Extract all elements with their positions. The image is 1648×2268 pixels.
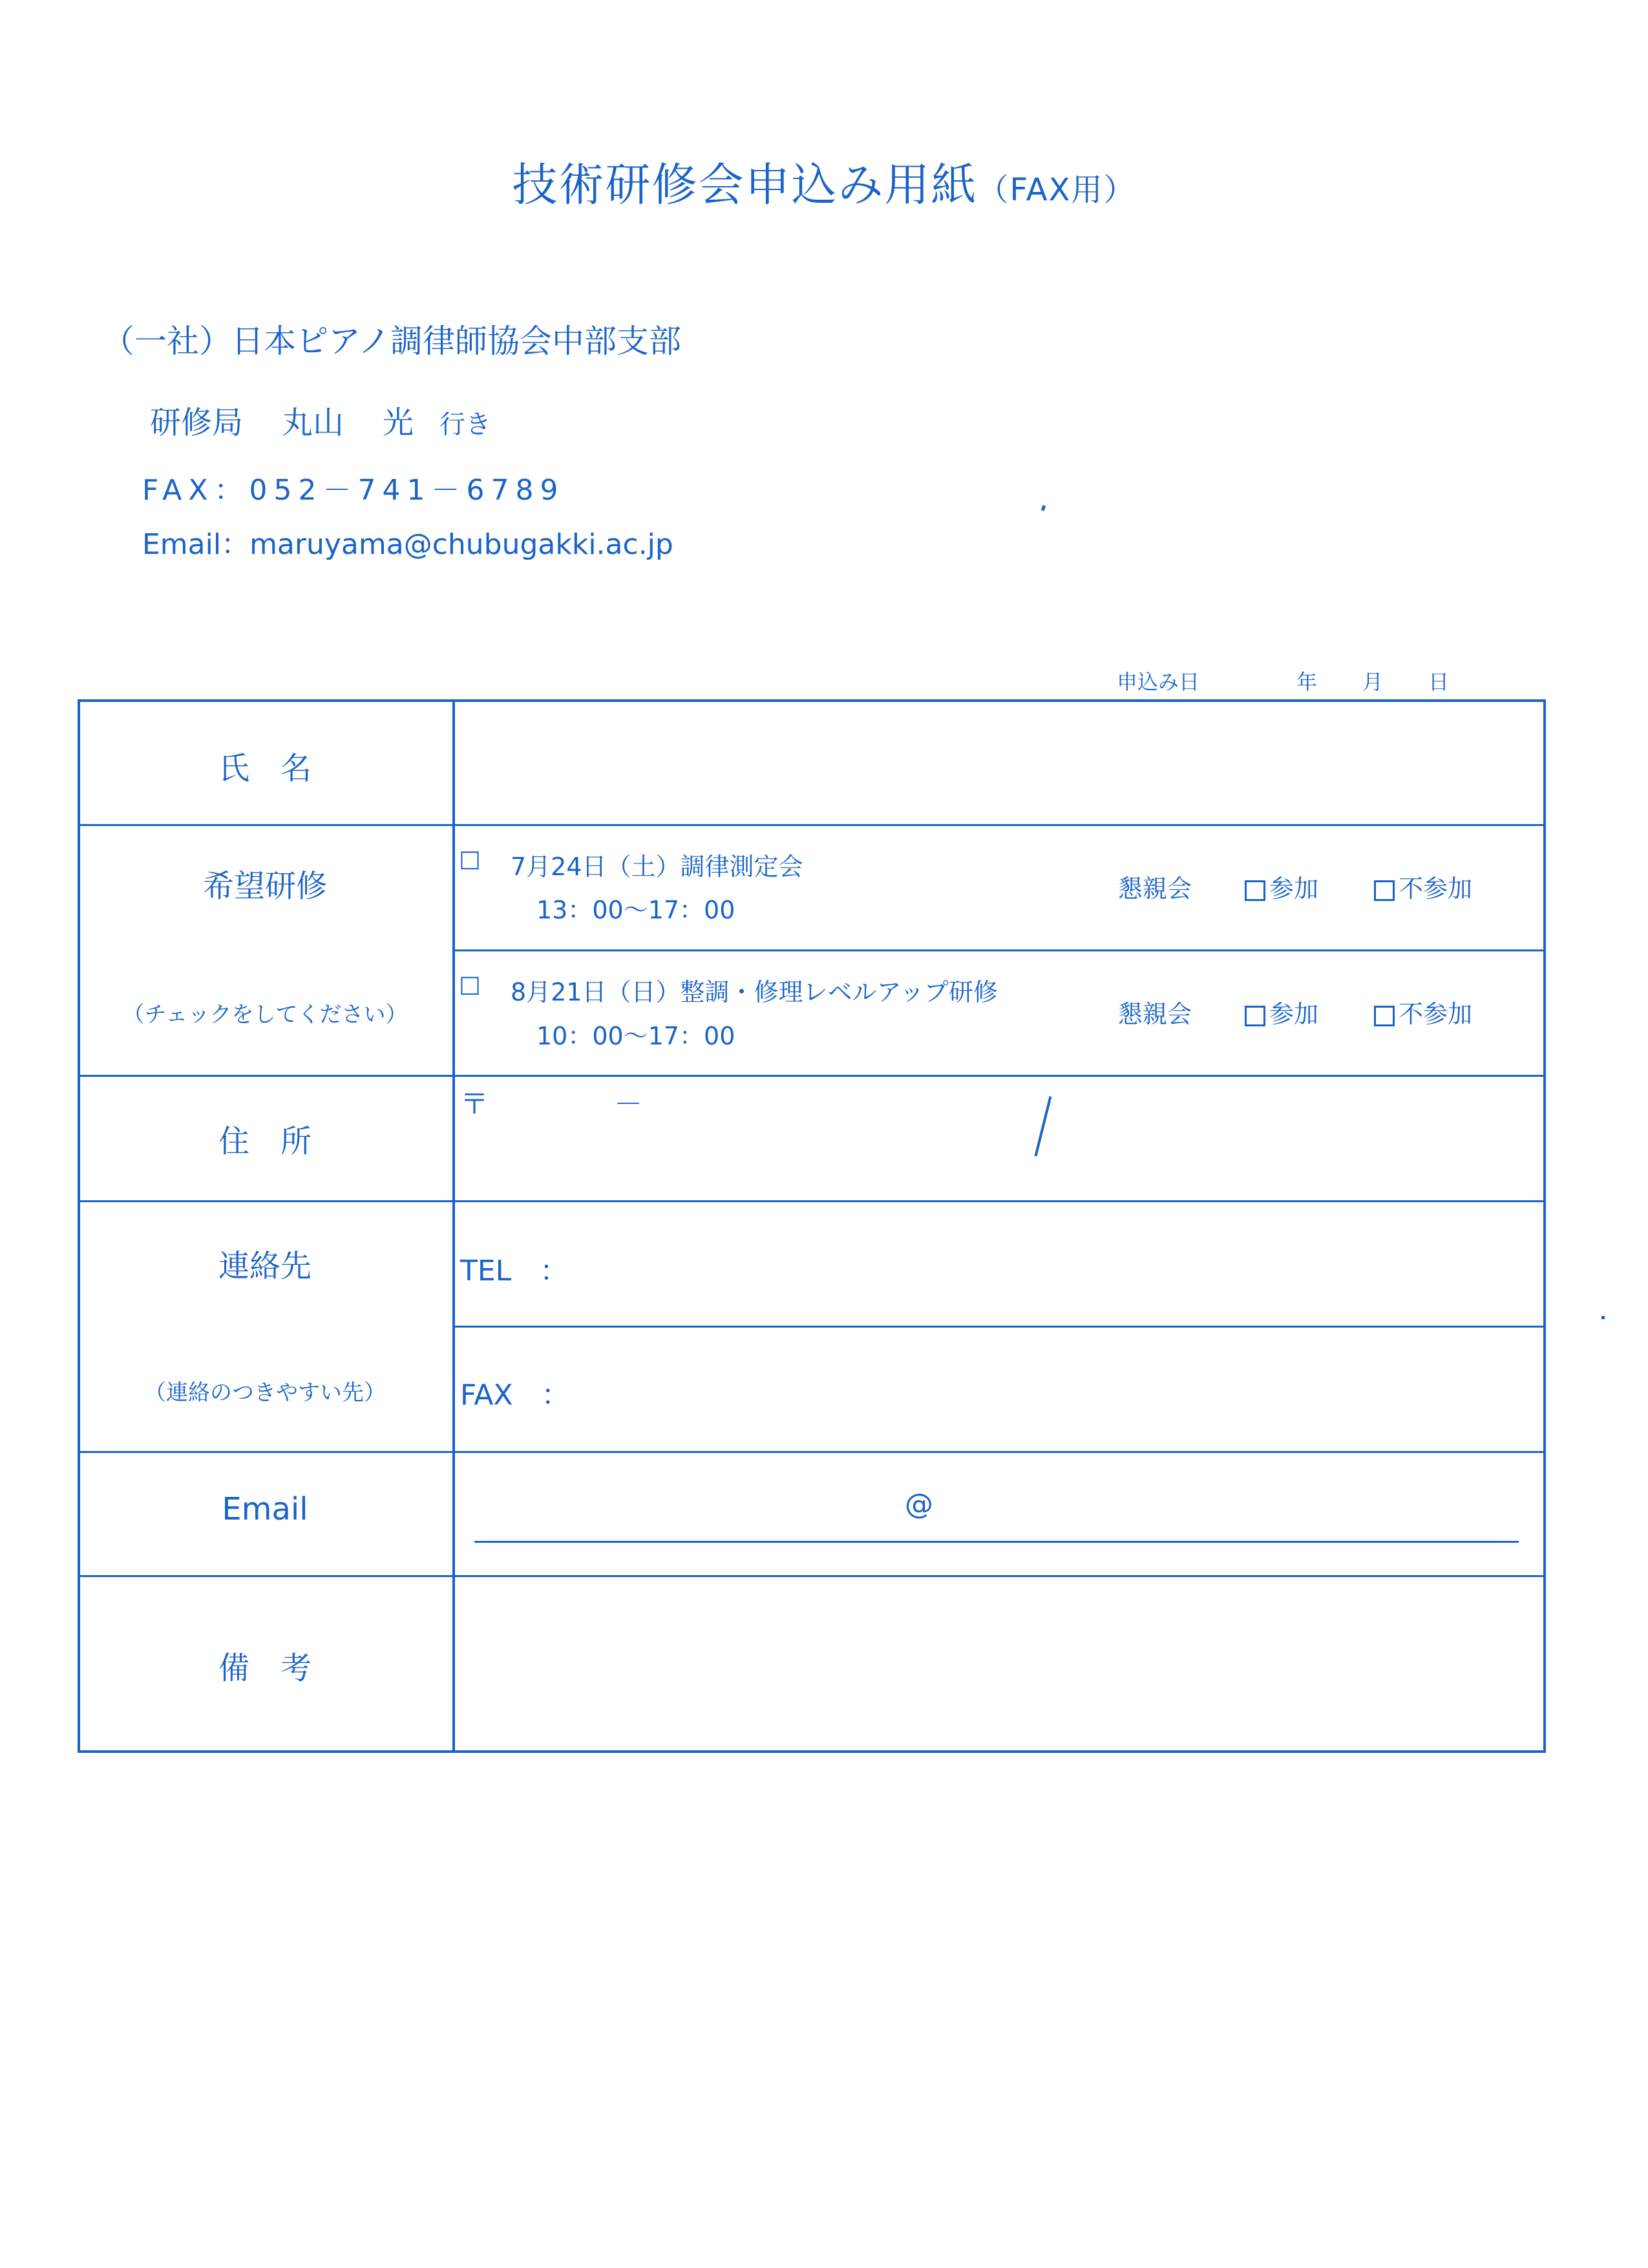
postal-dash: － [614,1088,642,1121]
notes-field[interactable] [455,1577,1543,1750]
contact-email: Email：maruyama@chubugakki.ac.jp [142,528,673,561]
course-label: 希望研修 [202,868,327,904]
checkbox-icon [1245,880,1265,901]
speck-mark [1041,505,1046,511]
email-underline [474,1541,1519,1543]
date-month: 月 [1362,670,1384,694]
date-year: 年 [1296,670,1318,694]
checkbox-icon [1245,1006,1265,1026]
course-2-not-attend-option[interactable]: 不参加 [1374,994,1472,1030]
email-label: Email [222,1491,308,1527]
contact-label: 連絡先 [218,1248,312,1284]
postal-mark: 〒 [460,1088,489,1121]
application-date-label: 申込み日 [1117,670,1200,694]
address-field[interactable] [455,1077,1543,1200]
email-field[interactable] [474,1468,1519,1540]
course-1-title: 7月24日（土）調律測定会 [511,853,803,881]
course-2-attend-option[interactable]: 参加 [1245,994,1318,1030]
title-sub: （FAX用） [977,172,1136,208]
contact-fax: FAX：052－741－6789 [142,474,565,507]
title-main: 技術研修会申込み用紙 [512,158,978,211]
fax-field[interactable] [595,1329,1538,1449]
addressee-given: 光 [383,405,414,441]
course-hint: （チェックをしてください） [122,1002,408,1028]
course-1-checkbox[interactable]: ☐ [459,847,481,875]
speck-mark [1601,1316,1605,1319]
addressee-dept: 研修局 [150,405,244,441]
page-title [0,149,1648,214]
contact-hint: （連絡のつきやすい先） [144,1380,386,1406]
addressee-suffix: 行き [439,410,492,440]
tel-field[interactable] [595,1203,1538,1324]
email-at: @ [905,1488,933,1521]
course-2-time: 10：00～17：00 [536,1022,735,1050]
course-2-checkbox[interactable]: ☐ [459,972,481,1001]
application-date [1117,666,1449,695]
addressee [150,397,491,442]
address-label: 住 所 [218,1123,312,1160]
course-1-not-attend-option[interactable]: 不参加 [1374,869,1472,904]
application-form [78,699,1546,1753]
notes-label: 備 考 [218,1650,312,1686]
addressee-surname: 丸山 [282,405,344,441]
fax-label: FAX ： [460,1379,570,1412]
name-label: 氏 名 [218,750,312,787]
course-2-title: 8月21日（日）整調・修理レベルアップ研修 [511,978,998,1006]
date-day: 日 [1428,670,1450,694]
organization-name: （一社）日本ピアノ調律師協会中部支部 [102,323,681,360]
course-1-party-label: 懇親会 [1118,874,1192,903]
course-2-party-label: 懇親会 [1118,1000,1192,1028]
checkbox-icon [1374,880,1395,901]
name-field[interactable] [455,702,1543,824]
course-1-attend-option[interactable]: 参加 [1245,869,1318,904]
tel-label: TEL ： [460,1255,569,1288]
course-1-time: 13：00～17：00 [536,896,735,924]
checkbox-icon [1374,1006,1395,1026]
